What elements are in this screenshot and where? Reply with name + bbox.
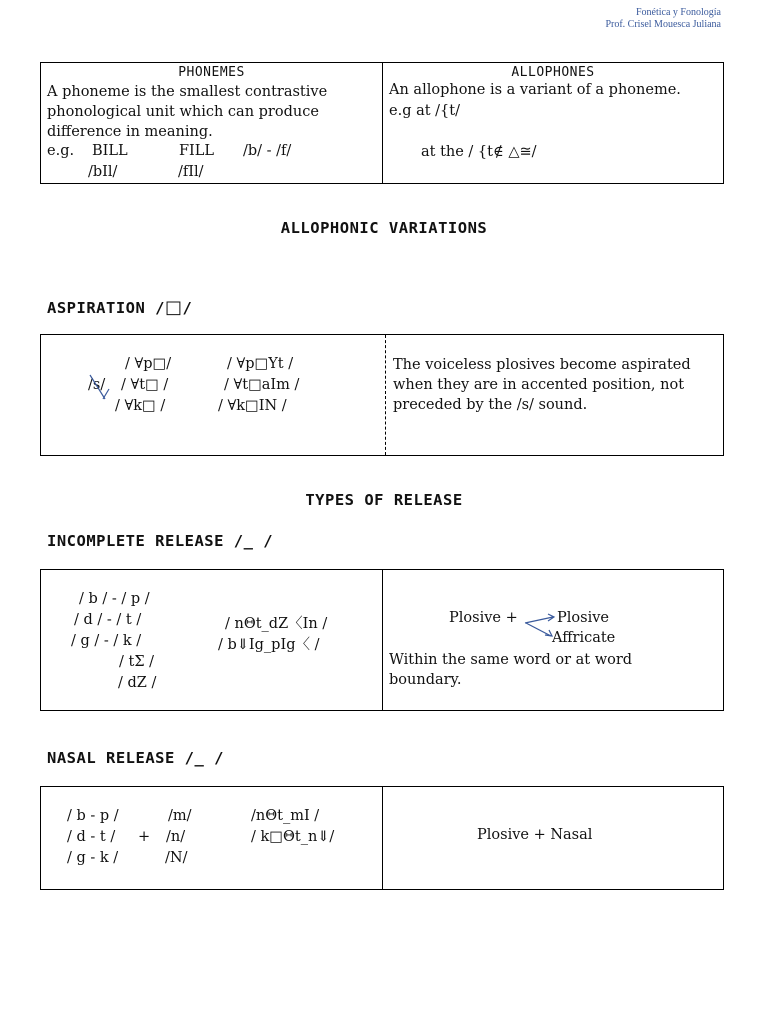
- allophones-definition: An allophone is a variant of a phoneme.: [389, 82, 681, 98]
- aspiration-example-p: / ∀p□Υt /: [227, 356, 294, 372]
- allophones-example-1: e.g at /{t/: [389, 103, 460, 119]
- aspiration-heading-end: /: [182, 299, 193, 317]
- nasal-release-heading: NASAL RELEASE /_ /: [47, 749, 224, 767]
- aspiration-description: The voiceless plosives become aspirated when they are in accented position, not preceded by the /s/ sound.: [393, 357, 691, 413]
- incomplete-release-heading: INCOMPLETE RELEASE /_ /: [47, 532, 274, 550]
- allophones-cell: [382, 63, 723, 183]
- nasal-example-2: / k□Θt_n⇓/: [251, 829, 335, 845]
- incomplete-description: Within the same word or at word boundary.: [389, 652, 633, 688]
- nasal-n: /n/: [166, 829, 186, 845]
- phonemes-transcription-2: /fIl/: [178, 164, 204, 180]
- course-name: Fonética y Fonología: [636, 7, 721, 18]
- incomplete-example-1: / nΘt_dΖ〈Ιn /: [225, 616, 328, 632]
- phonemes-word-bill: BILL: [92, 143, 128, 159]
- types-of-release-title: TYPES OF RELEASE: [305, 491, 463, 509]
- nasal-plus: +: [138, 829, 151, 845]
- aspiration-symbol: □: [164, 297, 183, 318]
- strike-mark-icon: [87, 371, 111, 401]
- nasal-m: /m/: [168, 808, 192, 824]
- aspiration-description-cell: [385, 335, 723, 455]
- incomplete-affricate-1: / tΣ /: [119, 654, 155, 670]
- phonemes-transcription-1: /bIl/: [88, 164, 118, 180]
- allophones-title: ALLOPHONES: [511, 65, 595, 80]
- nasal-ng: /N/: [165, 850, 188, 866]
- incomplete-pair-g-k: / g / - / k /: [71, 633, 142, 649]
- aspiration-phoneme-t: / ∀t□ /: [121, 377, 169, 393]
- professor-name: Prof. Crisel Mouesca Juliana: [605, 19, 721, 30]
- allophones-example-2: at the / {t∉ △≅/: [421, 144, 537, 160]
- incomplete-rule-plosive: Plosive +: [449, 610, 518, 626]
- incomplete-example-2: / b⇓Ιg_pΙg〈 /: [218, 637, 320, 653]
- incomplete-rule-target-affricate: Affricate: [552, 630, 616, 646]
- incomplete-affricate-2: / dΖ /: [118, 675, 157, 691]
- phonemes-title: PHONEMES: [178, 65, 245, 80]
- incomplete-release-table: [40, 569, 724, 711]
- allophonic-variations-title: ALLOPHONIC VARIATIONS: [280, 219, 488, 237]
- phonemes-definition: A phoneme is the smallest contrastive phonological unit which can produce difference in meaning.: [47, 84, 328, 140]
- aspiration-heading-text: ASPIRATION /: [47, 299, 165, 317]
- nasal-example-1: /nΘt_mΙ /: [251, 808, 320, 824]
- incomplete-examples-cell: [41, 570, 382, 710]
- aspiration-heading: [47, 297, 192, 318]
- nasal-rule-cell: [382, 787, 723, 889]
- incomplete-rule-cell: [382, 570, 723, 710]
- phonemes-pair: /b/ - /f/: [243, 143, 292, 159]
- aspiration-example-k: / ∀k□ΙN /: [218, 398, 287, 414]
- phonemes-cell: [41, 63, 382, 183]
- aspiration-example-t: / ∀t□aΙm /: [224, 377, 300, 393]
- nasal-release-table: [40, 786, 724, 890]
- phonemes-word-fill: FILL: [179, 143, 215, 159]
- nasal-examples-cell: [41, 787, 382, 889]
- nasal-pair-g-k: / g - k /: [67, 850, 119, 866]
- nasal-pair-b-p: / b - p /: [67, 808, 119, 824]
- aspiration-phoneme-k: / ∀k□ /: [115, 398, 166, 414]
- aspiration-table: [40, 334, 724, 456]
- incomplete-rule-target-plosive: Plosive: [557, 610, 609, 626]
- header-note: [605, 7, 721, 31]
- nasal-pair-d-t: / d - t /: [67, 829, 116, 845]
- aspiration-phoneme-p: / ∀p□/: [125, 356, 172, 372]
- aspiration-examples-cell: [41, 335, 385, 455]
- aspiration-s-label: /s/: [88, 377, 106, 393]
- phonemes-eg: e.g.: [47, 143, 75, 159]
- incomplete-pair-b-p: / b / - / p /: [79, 591, 150, 607]
- nasal-rule: Plosive + Nasal: [477, 827, 593, 843]
- definitions-table: [40, 62, 724, 184]
- incomplete-pair-d-t: / d / - / t /: [74, 612, 142, 628]
